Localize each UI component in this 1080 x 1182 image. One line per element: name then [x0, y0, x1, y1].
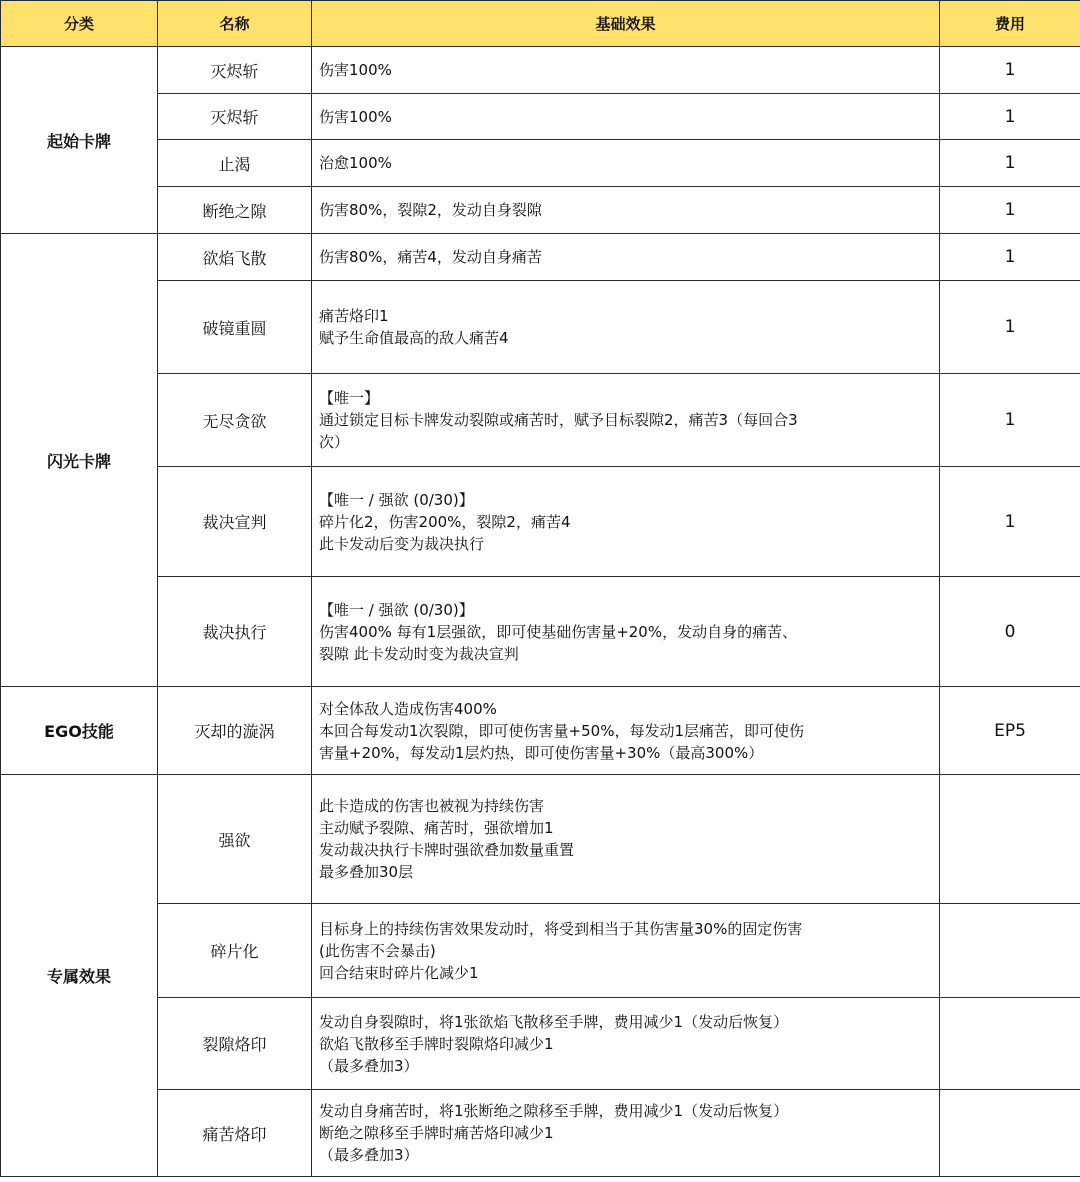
effect-line: 痛苦烙印1: [319, 307, 389, 325]
category-flash-cards: 闪光卡牌: [1, 234, 158, 687]
category-starter-cards: 起始卡牌: [1, 47, 158, 234]
card-cost: [940, 998, 1080, 1090]
card-effect: [312, 775, 940, 904]
category-ego-skill: EGO技能: [1, 687, 158, 775]
header-cost: 费用: [940, 1, 1080, 47]
effect-line: 此卡造成的伤害也被视为持续伤害: [319, 797, 545, 815]
card-name: 强欲: [158, 775, 312, 904]
effect-line: 【唯一 / 强欲 (0/30)】: [319, 600, 474, 619]
table-row: [1, 998, 1080, 1090]
table-row: [1, 281, 1080, 374]
card-name: 痛苦烙印: [158, 1090, 312, 1177]
effect-line: 发动自身裂隙时，将1张欲焰飞散移至手牌，费用减少1（发动后恢复）: [319, 1012, 789, 1031]
card-effect: [312, 1090, 940, 1177]
card-name: 止渴: [158, 140, 312, 187]
effect-line: 【唯一】: [319, 389, 380, 407]
card-name: 裁决宣判: [158, 467, 312, 577]
effect-line: 断绝之隙移至手牌时痛苦烙印减少1: [319, 1124, 554, 1142]
card-cost: 1: [940, 94, 1080, 140]
effect-line: 此卡发动后变为裁决执行: [319, 534, 485, 553]
card-effect: [312, 234, 940, 281]
table-row: [1, 140, 1080, 187]
card-effect: [312, 187, 940, 234]
card-effect: [312, 998, 940, 1090]
card-effect: [312, 140, 940, 187]
effect-line: 发动自身痛苦时，将1张断绝之隙移至手牌，费用减少1（发动后恢复）: [319, 1102, 789, 1120]
card-effect: [312, 281, 940, 374]
effect-line: 目标身上的持续伤害效果发动时，将受到相当于其伤害量30%的固定伤害: [319, 919, 803, 938]
header-row: [1, 1, 1080, 47]
table-row: [1, 187, 1080, 234]
card-cost: 1: [940, 234, 1080, 281]
card-effect: [312, 94, 940, 140]
card-effect: [312, 47, 940, 94]
table-row: [1, 47, 1080, 94]
card-name: 无尽贪欲: [158, 374, 312, 467]
effect-line: 伤害400% 每有1层强欲，即可使基础伤害量+20%，发动自身的痛苦、: [319, 622, 798, 641]
effect-line: 发动裁决执行卡牌时强欲叠加数量重置: [319, 841, 575, 859]
card-name: 灭烬斩: [158, 94, 312, 140]
card-cost: [940, 775, 1080, 904]
effect-line: 治愈100%: [319, 154, 392, 172]
card-cost: 1: [940, 281, 1080, 374]
header-effect: 基础效果: [312, 1, 940, 47]
card-cost: [940, 904, 1080, 998]
effect-line: 裂隙 此卡发动时变为裁决宣判: [319, 644, 519, 663]
effect-line: 对全体敌人造成伤害400%: [319, 699, 497, 718]
card-cost: 1: [940, 140, 1080, 187]
card-name: 碎片化: [158, 904, 312, 998]
effect-line: （最多叠加3）: [319, 1056, 419, 1075]
card-effect: [312, 904, 940, 998]
effect-line: 伤害100%: [319, 107, 392, 126]
card-name: 灭却的漩涡: [158, 687, 312, 775]
card-name: 裁决执行: [158, 577, 312, 687]
table-row: [1, 94, 1080, 140]
effect-line: 伤害100%: [319, 61, 392, 79]
card-cost: 0: [940, 577, 1080, 687]
card-cost: 1: [940, 47, 1080, 94]
card-name: 欲焰飞散: [158, 234, 312, 281]
effect-line: 回合结束时碎片化减少1: [319, 963, 479, 982]
table-row: [1, 374, 1080, 467]
table-row: [1, 904, 1080, 998]
effect-line: 害量+20%，每发动1层灼热，即可使伤害量+30%（最高300%）: [319, 743, 764, 762]
card-cost: EP5: [940, 687, 1080, 775]
header-category: 分类: [1, 1, 158, 47]
header-name: 名称: [158, 1, 312, 47]
effect-line: 赋予生命值最高的敌人痛苦4: [319, 329, 509, 347]
table-row: [1, 687, 1080, 775]
card-effect: [312, 374, 940, 467]
effect-line: 伤害80%，裂隙2，发动自身裂隙: [319, 201, 542, 219]
effect-line: 碎片化2，伤害200%，裂隙2，痛苦4: [319, 512, 571, 531]
table-row: [1, 775, 1080, 904]
card-effect: [312, 467, 940, 577]
card-effect: [312, 577, 940, 687]
table-row: [1, 234, 1080, 281]
effect-line: 最多叠加30层: [319, 863, 414, 881]
card-cost: 1: [940, 467, 1080, 577]
effect-line: （最多叠加3）: [319, 1146, 419, 1164]
card-name: 灭烬斩: [158, 47, 312, 94]
table-row: [1, 467, 1080, 577]
effect-line: 【唯一 / 强欲 (0/30)】: [319, 490, 474, 509]
effect-line: 本回合每发动1次裂隙，即可使伤害量+50%，每发动1层痛苦，即可使伤: [319, 721, 804, 740]
card-name: 裂隙烙印: [158, 998, 312, 1090]
card-name: 断绝之隙: [158, 187, 312, 234]
card-cost: [940, 1090, 1080, 1177]
table-row: [1, 577, 1080, 687]
card-name: 破镜重圆: [158, 281, 312, 374]
effect-line: 伤害80%，痛苦4，发动自身痛苦: [319, 248, 542, 266]
card-effect: [312, 687, 940, 775]
effect-line: 主动赋予裂隙、痛苦时，强欲增加1: [319, 819, 554, 837]
effect-line: 欲焰飞散移至手牌时裂隙烙印减少1: [319, 1034, 554, 1053]
effect-line: (此伤害不会暴击): [319, 941, 436, 960]
effect-line: 次）: [319, 433, 350, 451]
table-row: [1, 1090, 1080, 1177]
card-cost: 1: [940, 374, 1080, 467]
card-cost: 1: [940, 187, 1080, 234]
effect-line: 通过锁定目标卡牌发动裂隙或痛苦时，赋予目标裂隙2，痛苦3（每回合3: [319, 411, 798, 429]
category-exclusive-effects: 专属效果: [1, 775, 158, 1177]
